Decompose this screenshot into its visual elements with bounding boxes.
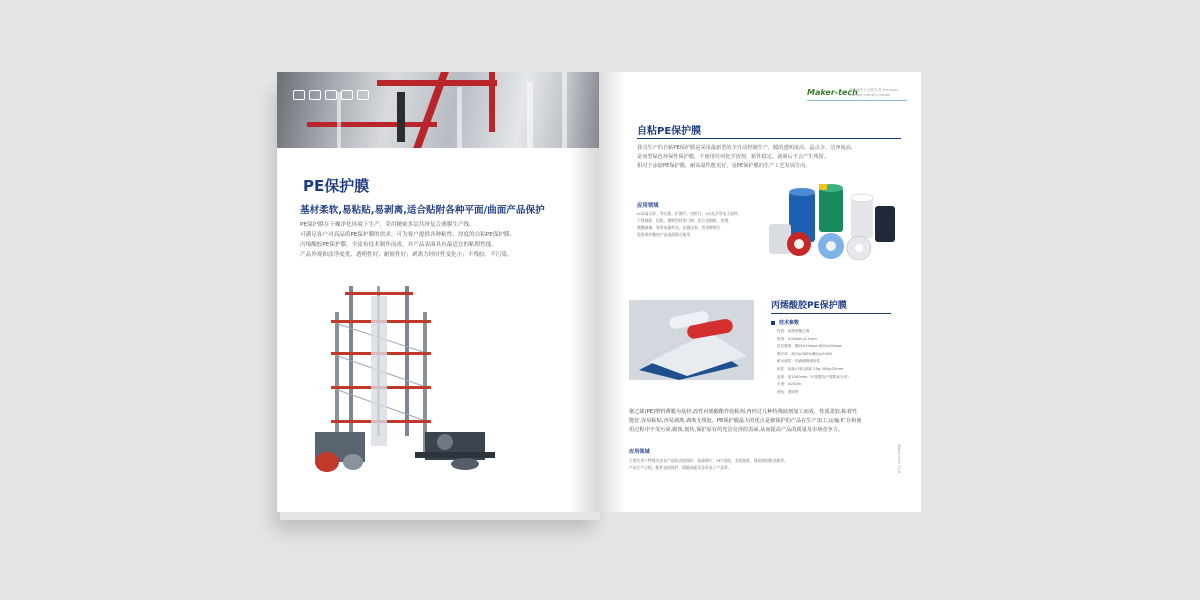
application-title: 应用领域 <box>637 203 659 209</box>
header-icons <box>293 90 369 100</box>
header-rule <box>807 100 907 101</box>
page-subtitle: 基材柔软,易粘贴,易剥离,适合贴附各种平面/曲面产品保护 <box>300 205 545 216</box>
section-rule <box>637 138 901 139</box>
section-body-acrylic: 聚乙烯(PE)塑料薄膜为基材,改性丙烯酸酯作胶粘剂,再经过几种特殊助剂加工而成，性质柔软,粘着性 能好,容易粘贴,容易剥离,剥离无残胶。PE保护膜最大的优点是被保护的产品在生产加工,运输,贮存和使 用过程中不受污染,腐蚀,划伤,保护原有的光洁亮泽的表面,从而提高产品的质量及市场竞争力。 <box>629 409 862 434</box>
brand-tagline: 精密涂布行业领先者 Precision coating industry leader <box>849 88 899 97</box>
left-page <box>277 72 599 512</box>
application-list: LCD显示屏、导光板、扩散片、亮折片、CG光学等电子部件。 不锈钢板、铝板、塑钢型材等门窗、铝合金钢板、铝塑、 镀膜玻璃、家用电器外壳、仪器仪表、管表种镜头 需要保护膜的产品表面都可使用 <box>637 211 742 237</box>
section-title-self-adhesive: 自粘PE保护膜 <box>637 126 702 137</box>
printer-icon <box>357 90 369 100</box>
monitor-icon <box>293 90 305 100</box>
header-photo <box>277 72 599 148</box>
left-gutter <box>569 72 599 512</box>
tablet-icon <box>341 90 353 100</box>
film-rolls-photo <box>759 184 899 266</box>
right-page <box>599 72 921 512</box>
spec-list: 材质：低密度聚乙烯 厚度：0.04mm-0.1mm 抗拉强度：横向≥10mpa 纵向≥20mpa 断长率：纵向≥300%横向≥200% 耐水流性：药液稀释度粘性 粘性：低粘(中粘)高粘 25g-300g/25mm 宽度：宽1300mm（可根据客户需要来分切） 长度：≥200m 颜色：透明等 <box>777 329 851 394</box>
right-gutter <box>599 72 625 512</box>
brand-logo: Maker-tech <box>807 88 858 97</box>
page-title: PE保护膜 <box>303 177 370 195</box>
section-title-acrylic: 丙烯酸胶PE保护膜 <box>771 301 847 311</box>
spec-title: 技术参数 <box>771 319 799 326</box>
laptop-icon <box>325 90 337 100</box>
section-rule <box>771 313 891 314</box>
film-blowing-machine-illustration <box>305 282 495 482</box>
protective-film-sheets-photo <box>629 300 754 380</box>
application-title: 应用领域 <box>629 449 650 455</box>
phone-icon <box>309 90 321 100</box>
application-list: 主要应用于特殊光洁表产品的表面保护，如薄钢片、PET表面、太阳能板、建筑铸铝板金板等。 产品生产过程，配件表面保护、精确表面及各类电子产品等。 <box>629 458 788 470</box>
intro-text: PE保护膜在干燥净化环境下生产。采用精密多层共挤复合薄膜生产线。 可满足客户对高品质PE保护膜的需求。可为客户提供各种粘性、厚度的自粘PE保护膜、 丙烯酸胶PE保护膜。全涂布技术制作而成，对产品表面具有最适宜的粘附性能。 产品外观和涂净度优、透明性好、耐候性好；剥离力经时性变化小；不残胶、不污染。 <box>300 222 516 258</box>
page-folio: Maker-tech 71-8 <box>897 444 901 474</box>
section-body-self-adhesive: 我司生产的自粘PE保护膜是采用最新型的全自动控制生产，膜的透明度高、晶点少、洁净度高、 是而型绿色环保性保护膜，不使用任何化学溶剂，粘性稳定，剥离后不会产生残留。 相对于涂胶PE保护膜，耐高温性能更好，是PE保护膜的生产工艺发展方向。 <box>637 145 857 169</box>
